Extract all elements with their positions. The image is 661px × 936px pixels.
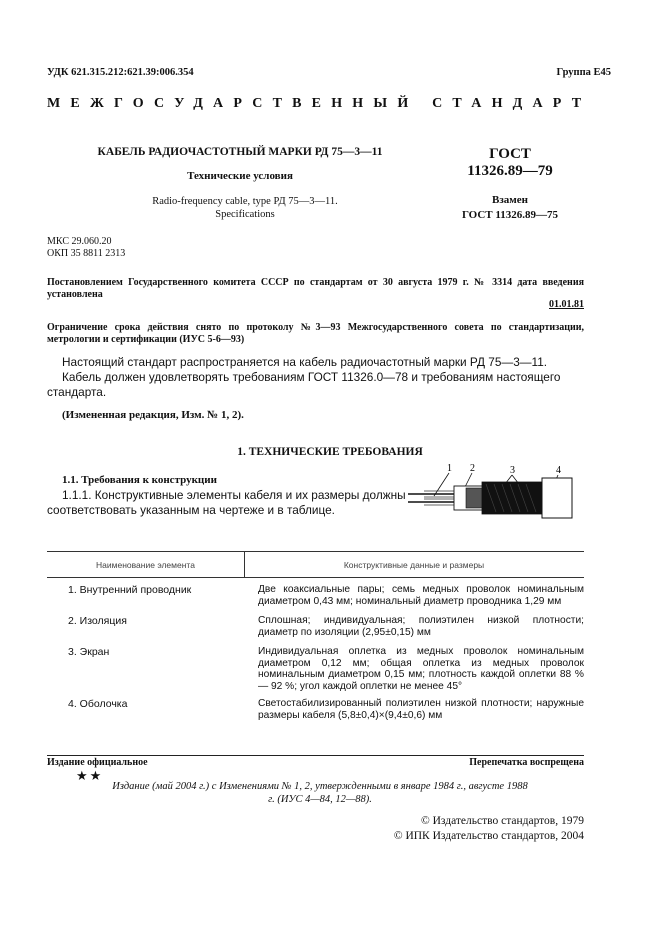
changes-note: (Измененная редакция, Изм. № 1, 2). bbox=[62, 409, 244, 421]
footer-rule bbox=[47, 755, 584, 756]
diagram-label: 3 bbox=[510, 465, 515, 476]
requirements-paragraph: Кабель должен удовлетворять требованиям ГОСТ 11326.0—78 и требованиям настоящего стандарта. bbox=[47, 370, 561, 399]
table-row-name: 4. Оболочка bbox=[68, 698, 128, 710]
table-row-data: Сплошная; индивидуальная; полиэтилен низкой плотности; диаметр по изоляции (2,95±0,15) мм bbox=[258, 615, 584, 638]
okp-code: ОКП 35 8811 2313 bbox=[47, 248, 126, 259]
table-header-element: Наименование элемента bbox=[96, 560, 195, 570]
edition-note: Издание (май 2004 г.) с Изменениями № 1, 2, утвержденными в январе 1984 г., августе 1988 г. (ИУС 4—84, 12—88). bbox=[112, 781, 528, 805]
gost-number: 11326.89—79 bbox=[467, 163, 553, 179]
document-subtitle: Технические условия bbox=[187, 170, 293, 182]
inner-braid-shape bbox=[466, 488, 484, 508]
interstate-standard-banner: МЕЖГОСУДАРСТВЕННЫЙ СТАНДАРТ bbox=[47, 96, 592, 111]
table-header-data: Конструктивные данные и размеры bbox=[343, 560, 485, 570]
introduction-date: 01.01.81 bbox=[549, 299, 584, 310]
table-top-rule bbox=[47, 551, 584, 552]
classifier-codes bbox=[47, 236, 125, 260]
table-row-data: Две коаксиальные пары; семь медных проволок номинальным диаметром 0,43 мм; номинальный диаметр проводника 1,29 мм bbox=[258, 584, 584, 607]
copyright-1979: © Издательство стандартов, 1979 bbox=[420, 815, 584, 827]
section-title: 1. ТЕХНИЧЕСКИЕ ТРЕБОВАНИЯ bbox=[237, 446, 423, 458]
mks-code: МКС 29.060.20 bbox=[47, 236, 112, 247]
english-title-line: Radio-frequency cable, type РД 75—3—11. bbox=[152, 196, 338, 207]
document-title: КАБЕЛЬ РАДИОЧАСТОТНЫЙ МАРКИ РД 75—3—11 bbox=[97, 146, 383, 158]
table-row-data: Светостабилизированный полиэтилен низкой плотности; наружные размеры кабеля (5,8±0,4)×(9,4±0,6) мм bbox=[258, 698, 584, 721]
english-title-line: Specifications bbox=[215, 209, 275, 220]
replace-label: Взамен bbox=[492, 194, 528, 206]
stars-mark: ★★ bbox=[76, 768, 104, 783]
construction-paragraph: 1.1.1. Конструктивные элементы кабеля и их размеры должны соответствовать указанным на чертеже и в таблице. bbox=[47, 488, 406, 517]
table-row-name: 1. Внутренний проводник bbox=[68, 584, 192, 596]
table-row-name: 2. Изоляция bbox=[68, 615, 127, 627]
english-title bbox=[100, 195, 390, 221]
gost-label: ГОСТ bbox=[489, 146, 531, 162]
udk-code: УДК 621.315.212:621.39:006.354 bbox=[47, 67, 194, 78]
official-edition-label: Издание официальное bbox=[47, 757, 148, 768]
subsection-title: 1.1. Требования к конструкции bbox=[62, 474, 217, 486]
decree-text: Постановлением Государственного комитета СССР по стандартам от 30 августа 1979 г. № 3314 дата введения установлена bbox=[47, 277, 584, 300]
limitation-note: Ограничение срока действия снято по протоколу №3—93 Межгосударственного совета по стандартизации, метрологии и сертификации (ИУС 5-6—93) bbox=[47, 322, 584, 345]
copyright-2004: © ИПК Издательство стандартов, 2004 bbox=[393, 830, 584, 842]
diagram-label: 2 bbox=[470, 463, 475, 474]
table-header-rule bbox=[47, 577, 584, 578]
table-row-data: Индивидуальная оплетка из медных проволок номинальным диаметром 0,12 мм; общая оплетка из медных проволок номинальным диаметром 0,15 мм; плотность каждой оплетки 88 % — 92 %; угол каждой оплетки не менее 45° bbox=[258, 646, 584, 692]
leader-line bbox=[434, 473, 449, 496]
diagram-label: 1 bbox=[447, 463, 452, 474]
sheath-shape bbox=[542, 478, 572, 518]
replaced-standard: ГОСТ 11326.89—75 bbox=[461, 209, 559, 221]
table-row-name: 3. Экран bbox=[68, 646, 110, 658]
reprint-prohibited-label: Перепечатка воспрещена bbox=[469, 757, 584, 768]
diagram-label: 4 bbox=[556, 465, 561, 476]
group-code: Группа Е45 bbox=[556, 67, 611, 78]
scope-paragraph: Настоящий стандарт распространяется на кабель радиочастотный марки РД 75—3—11. bbox=[62, 355, 548, 369]
cable-cross-section-diagram bbox=[404, 458, 584, 528]
